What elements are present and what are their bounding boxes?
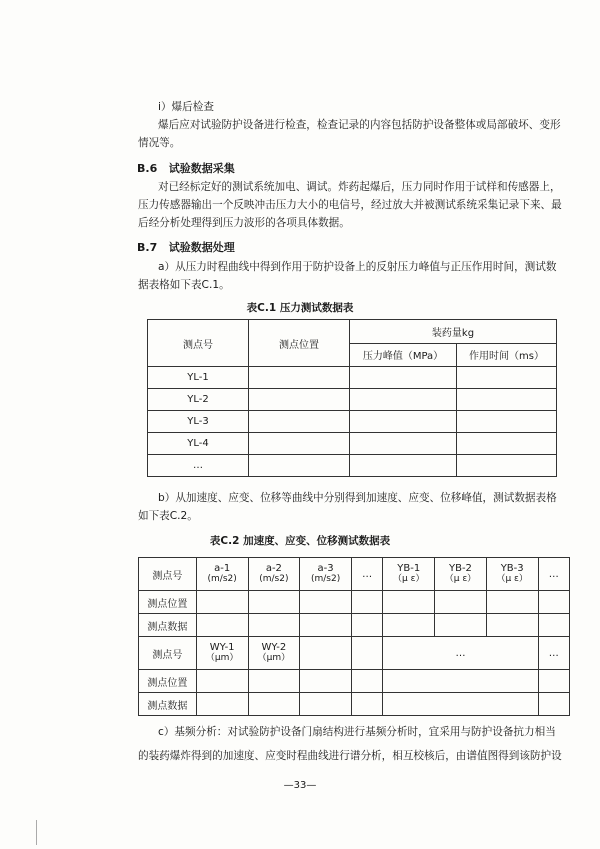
section-b7-heading [137,239,235,255]
page-number: —33— [283,780,317,791]
table-c2-caption: 表C.2 加速度、应变、位移测试数据表 [209,535,391,547]
paragraph-b: b）从加速度、应变、位移等曲线中分别得到加速度、应变、位移峰值，测试数据表格如下表C.2。 [138,492,557,522]
table-c2: 测点号 a-1 (m/s2) a-2 (m/s2) a-3 (m/s2) … YB-1 （μ ε） YB-2 （μ ε） YB-3 （μ ε） … 测点位置 测点数据 测点号 WY-1 （μm） WY-2 （μm） … … 测点位置 测点数据 [138,557,570,716]
table-row: 测点位置 [139,670,570,693]
section-b6-heading [137,160,235,176]
table-c1-caption: 表C.1 压力测试数据表 [246,302,354,314]
table-row: YL-4 [148,433,557,455]
section-b7-number: B.7 [137,241,158,254]
paragraph-c: c）基频分析：对试验防护设备门扇结构进行基频分析时，宜采用与防护设备抗力相当的装药爆炸得到的加速度、应变时程曲线进行谱分析，相互校核后，由谱值图得到该防护设 [138,726,562,762]
scan-edge-mark [36,820,37,845]
section-b6-title: 试验数据采集 [168,162,235,175]
section-b6-body: 对已经标定好的测试系统加电、调试。炸药起爆后，压力同时作用于试样和传感器上，压力传感器输出一个反映冲击压力大小的电信号，经过放大并被测试系统采集记录下来、最后经分析处理得到压力波形的各项具体数据。 [138,181,562,229]
table-row: 测点号 WY-1 （μm） WY-2 （μm） … … [139,637,570,670]
header-time: 作用时间（ms） [457,343,557,367]
table-row: YL-1 [148,367,557,389]
table-row: 测点数据 [139,614,570,637]
paragraph-a: a）从压力时程曲线中得到作用于防护设备上的反射压力峰值与正压作用时间，测试数据表格如下表C.1。 [138,261,557,291]
table-row: 测点数据 [139,693,570,716]
section-b7-title: 试验数据处理 [168,241,235,254]
section-i-heading: i）爆后检查 [158,101,214,113]
table-row: … [148,455,557,477]
header-point: 测点号 [148,320,249,367]
header-charge: 装药量kg [350,320,557,344]
section-b6-number: B.6 [137,162,158,175]
table-row: 测点位置 [139,591,570,614]
header-peak: 压力峰值（MPa） [350,343,457,367]
table-row: YL-3 [148,411,557,433]
table-c1 [147,319,557,477]
header-position: 测点位置 [249,320,350,367]
row-label-point: 测点号 [139,558,197,591]
section-i-body: 爆后应对试验防护设备进行检查，检查记录的内容包括防护设备整体或局部破坏、变形情况等。 [138,119,561,149]
table-row: YL-2 [148,389,557,411]
